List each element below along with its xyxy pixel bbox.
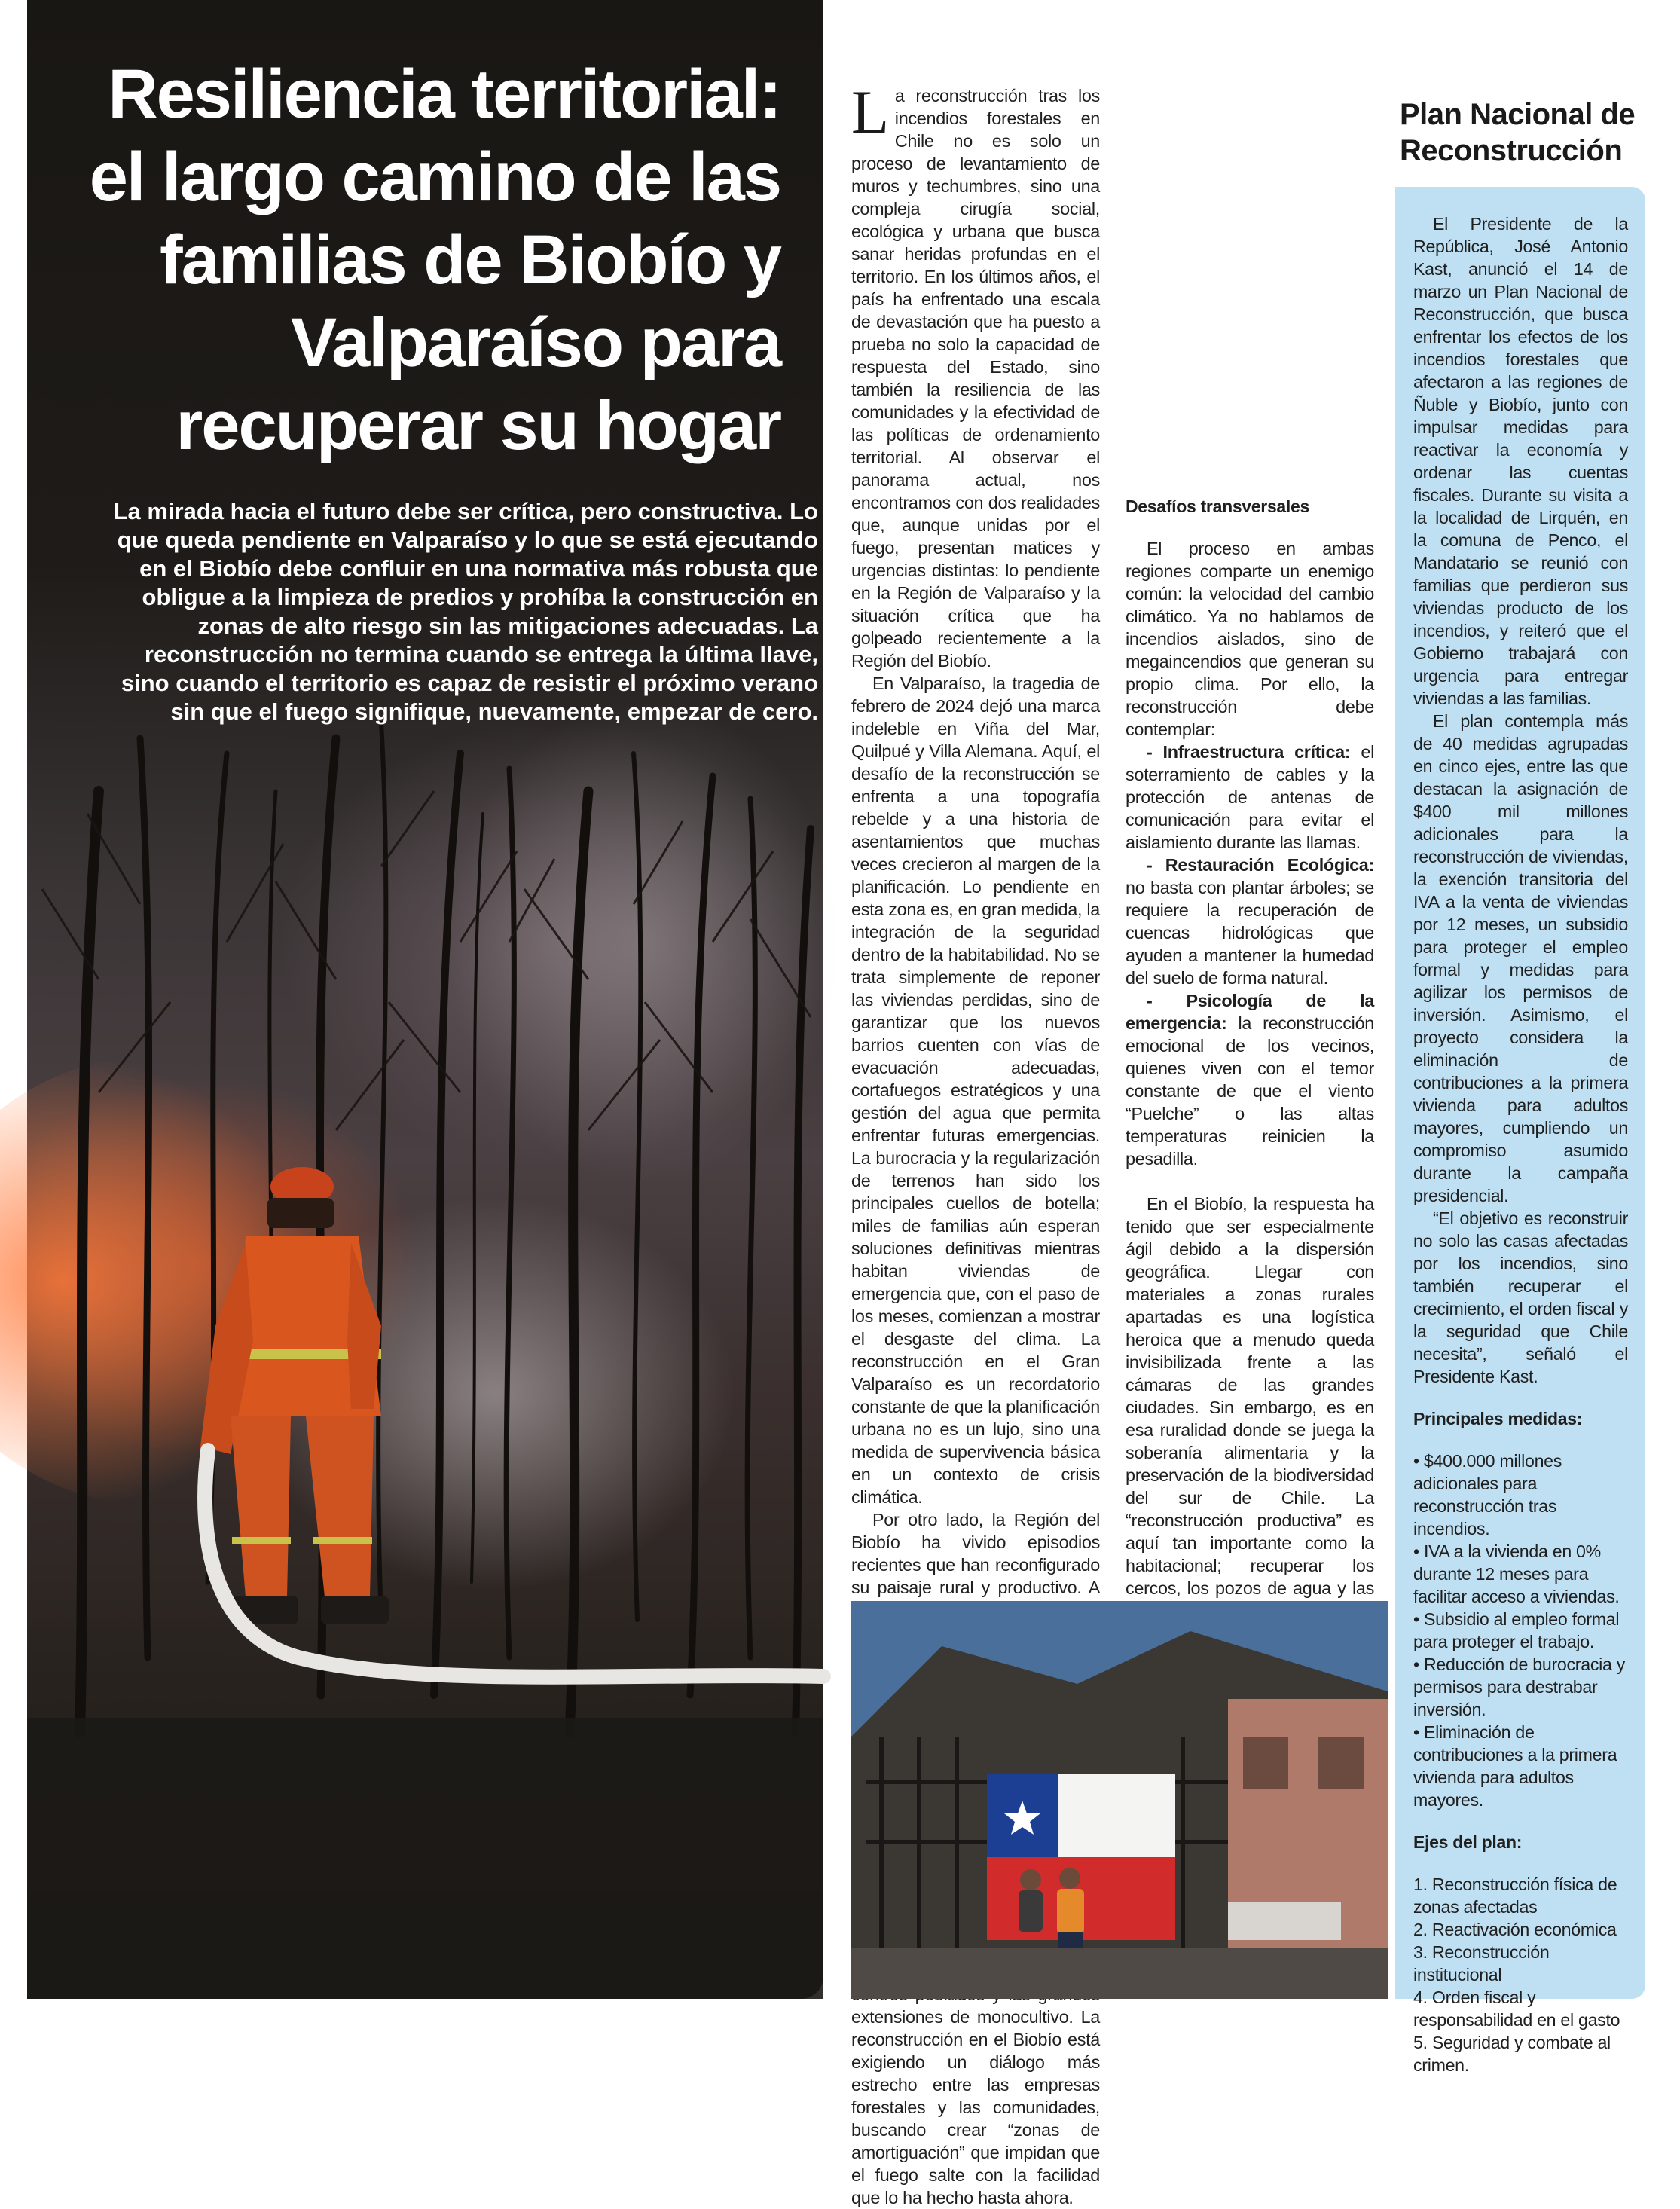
list-item: 4. Orden fiscal y responsabilidad en el gasto [1413, 1987, 1620, 2030]
measures-list [1413, 1450, 1628, 1811]
article-column-2 [1126, 84, 1374, 1713]
sidebar-paragraph-2: El plan contempla más de 40 medidas agrupadas en cinco ejes, entre las que destacan la asignación de $400 mil millones adicionales para la reconstrucción de viviendas, la exención transitoria del IVA a la venta de viviendas por 12 meses, un subsidio para proteger el empleo formal y medidas para agilizar los permisos de inversión. Asimismo, el proyecto considera la eliminación de contribuciones a la primera vivienda para adultos mayores, cumpliendo un compromiso asumido durante la campaña presidencial. [1413, 711, 1628, 1205]
sidebar-content [1413, 212, 1628, 2076]
sidebar-title: Plan Nacional de Reconstrucción [1400, 98, 1636, 167]
list-item: 3. Reconstrucción institucional [1413, 1942, 1550, 1984]
page-headline: Resiliencia territorial: el largo camino de las familias de Biobío y Valparaíso para recuperar su hogar [89, 56, 780, 464]
bullet-restauracion: - Restauración Ecológica: no basta con plantar árboles; se requiere la recuperación de cuencas hidrológicas que ayuden a mantener la humedad del suelo de forma natural. [1126, 855, 1374, 988]
article-paragraph-2: En Valparaíso, la tragedia de febrero de 2024 dejó una marca indeleble en Viña del Mar, Quilpué y Villa Alemana. Aquí, el desafío de la reconstrucción se enfrenta a una topografía rebelde y a una historia de asentamientos que muchas veces crecieron al margen de la planificación. Lo pendiente en esta zona es, en gran medida, la integración de la seguridad dentro de la habitabilidad. No se trata simplemente de reponer las viviendas perdidas, sino de garantizar que los nuevos barrios cuenten con vías de evacuación adecuadas, cortafuegos estratégicos y una gestión del agua que permita enfrentar futuras emergencias. La burocracia y la regularización de terrenos han sido los principales cuellos de botella; miles de familias aún esperan soluciones definitivas mientras habitan viviendas de emergencia que, con el paso de los meses, comienzan a mostrar el desgaste del clima. La reconstrucción en el Gran Valparaíso es un recordatorio constante de que la planificación urbana no es un lujo, sino una medida de supervivencia básica en un contexto de crisis climática. [851, 674, 1100, 1507]
section-subhead: Desafíos transversales [1126, 496, 1309, 516]
sidebar-paragraph-1: El Presidente de la República, José Antonio Kast, anunció el 14 de marzo un Plan Nacional de Reconstrucción, que busca enfrentar los efectos de los incendios forestales que afectaron a las regiones de Ñuble y Biobío, junto con impulsar medidas para reactivar la economía y ordenar las cuentas fiscales. Durante su visita a la localidad de Lirquén, en la comuna de Penco, el Mandatario se reunió con familias que perdieron sus viviendas producto de los incendios, y reiteró que el Gobierno trabajará con urgencia para entregar viviendas a las familias. [1413, 214, 1628, 708]
list-item: • Eliminación de contribuciones a la primera vivienda para adultos mayores. [1413, 1722, 1617, 1810]
list-item: • $400.000 millones adicionales para reconstrucción tras incendios. [1413, 1451, 1562, 1538]
bullet-psicologia: - Psicología de la emergencia: la reconstrucción emocional de los vecinos, quienes viven con el temor constante de que el viento “Puelche” o las altas temperaturas reinicien la pesadilla. [1126, 991, 1374, 1169]
hero-photo-panel [27, 0, 823, 1999]
measures-heading: Principales medidas: [1413, 1409, 1583, 1428]
lead-paragraph: La mirada hacia el futuro debe ser crítica, pero constructiva. Lo que queda pendiente en Valparaíso y lo que se está ejecutando en el Biobío debe confluir en una normativa más robusta que obligue a la limpieza de predios y prohíba la construcción en zonas de alto riesgo sin las mitigaciones adecuadas. La reconstrucción no termina cuando se entrega la última llave, sino cuando el territorio es capaz de resistir el próximo verano sin que el fuego signifique, nuevamente, empezar de cero. [113, 498, 818, 725]
article-paragraph-5: En el Biobío, la respuesta ha tenido que ser especialmente ágil debido a la dispersión geográfica. Llegar con materiales a zonas rurales apartadas es una logística heroica que a menudo queda invisibilizada frente a las cámaras de las grandes ciudades. Sin embargo, es en esa ruralidad donde se juega la soberanía alimentaria y la preservación de la biodiversidad del sur de Chile. La “reconstrucción productiva” es aquí tan importante como la habitacional; recuperar los cercos, los pozos de agua y las [1126, 1194, 1374, 1598]
bullet-infraestructura: - Infraestructura crítica: el soterramiento de cables y la protección de antenas de comunicación para evitar el aislamiento durante las llamas. [1126, 742, 1374, 852]
article-paragraph-3-start: Por otro lado, la Región del Biobío ha vivido episodios recientes que han reconfigurado su paisaje rural y productivo. A extensiones de monocultivo. La reconstrucción en el Biobío está exigiendo un diálogo más estrecho entre las empresas forestales y las comunidades, buscando crear “zonas de amortiguación” que impidan que el fuego salte con la facilidad que lo ha hecho hasta ahora. [851, 1510, 1100, 2207]
sidebar-quote: “El objetivo es reconstruir no solo las casas afectadas por los incendios, sino también recuperar el crecimiento, el orden fiscal y la seguridad que Chile necesita”, señaló el Presidente Kast. [1413, 1208, 1628, 1386]
list-item: 1. Reconstrucción física de zonas afectadas [1413, 1874, 1617, 1917]
article-paragraph-4: El proceso en ambas regiones comparte un enemigo común: la velocidad del cambio climático. Ya no hablamos de incendios aislados, sino de megaincendios que generan su propio clima. Por ello, la reconstrucción debe contemplar: [1126, 539, 1374, 739]
article-column-1 [851, 78, 1100, 2207]
flag-house-illustration [851, 1601, 1388, 1999]
list-item: • Subsidio al empleo formal para proteger el trabajo. [1413, 1609, 1620, 1651]
axes-list [1413, 1873, 1628, 2076]
list-item: 2. Reactivación económica [1413, 1920, 1617, 1939]
article-paragraph-1: La reconstrucción tras los incendios forestales en Chile no es solo un proceso de levantamiento de muros y techumbres, sino una compleja cirugía social, ecológica y urbana que busca sanar heridas profundas en el territorio. En los últimos años, el país ha enfrentado una escala de devastación que ha puesto a prueba no solo la capacidad de respuesta del Estado, sino también la resiliencia de las comunidades y la efectividad de las políticas de ordenamiento territorial. Al observar el panorama actual, nos encontramos con dos realidades que, aunque unidas por el fuego, presentan matices y urgencias distintas: lo pendiente en la Región de Valparaíso y la situación crítica que ha golpeado recientemente a la Región del Biobío. [851, 78, 1100, 671]
list-item: 5. Seguridad y combate al crimen. [1413, 2033, 1611, 2075]
flag-house-photo [851, 1601, 1388, 1999]
list-item: • IVA a la vivienda en 0% durante 12 meses para facilitar acceso a viviendas. [1413, 1541, 1620, 1606]
drop-cap: L [851, 78, 889, 146]
list-item: • Reducción de burocracia y permisos para destrabar inversión. [1413, 1654, 1625, 1719]
axes-heading: Ejes del plan: [1413, 1832, 1523, 1852]
